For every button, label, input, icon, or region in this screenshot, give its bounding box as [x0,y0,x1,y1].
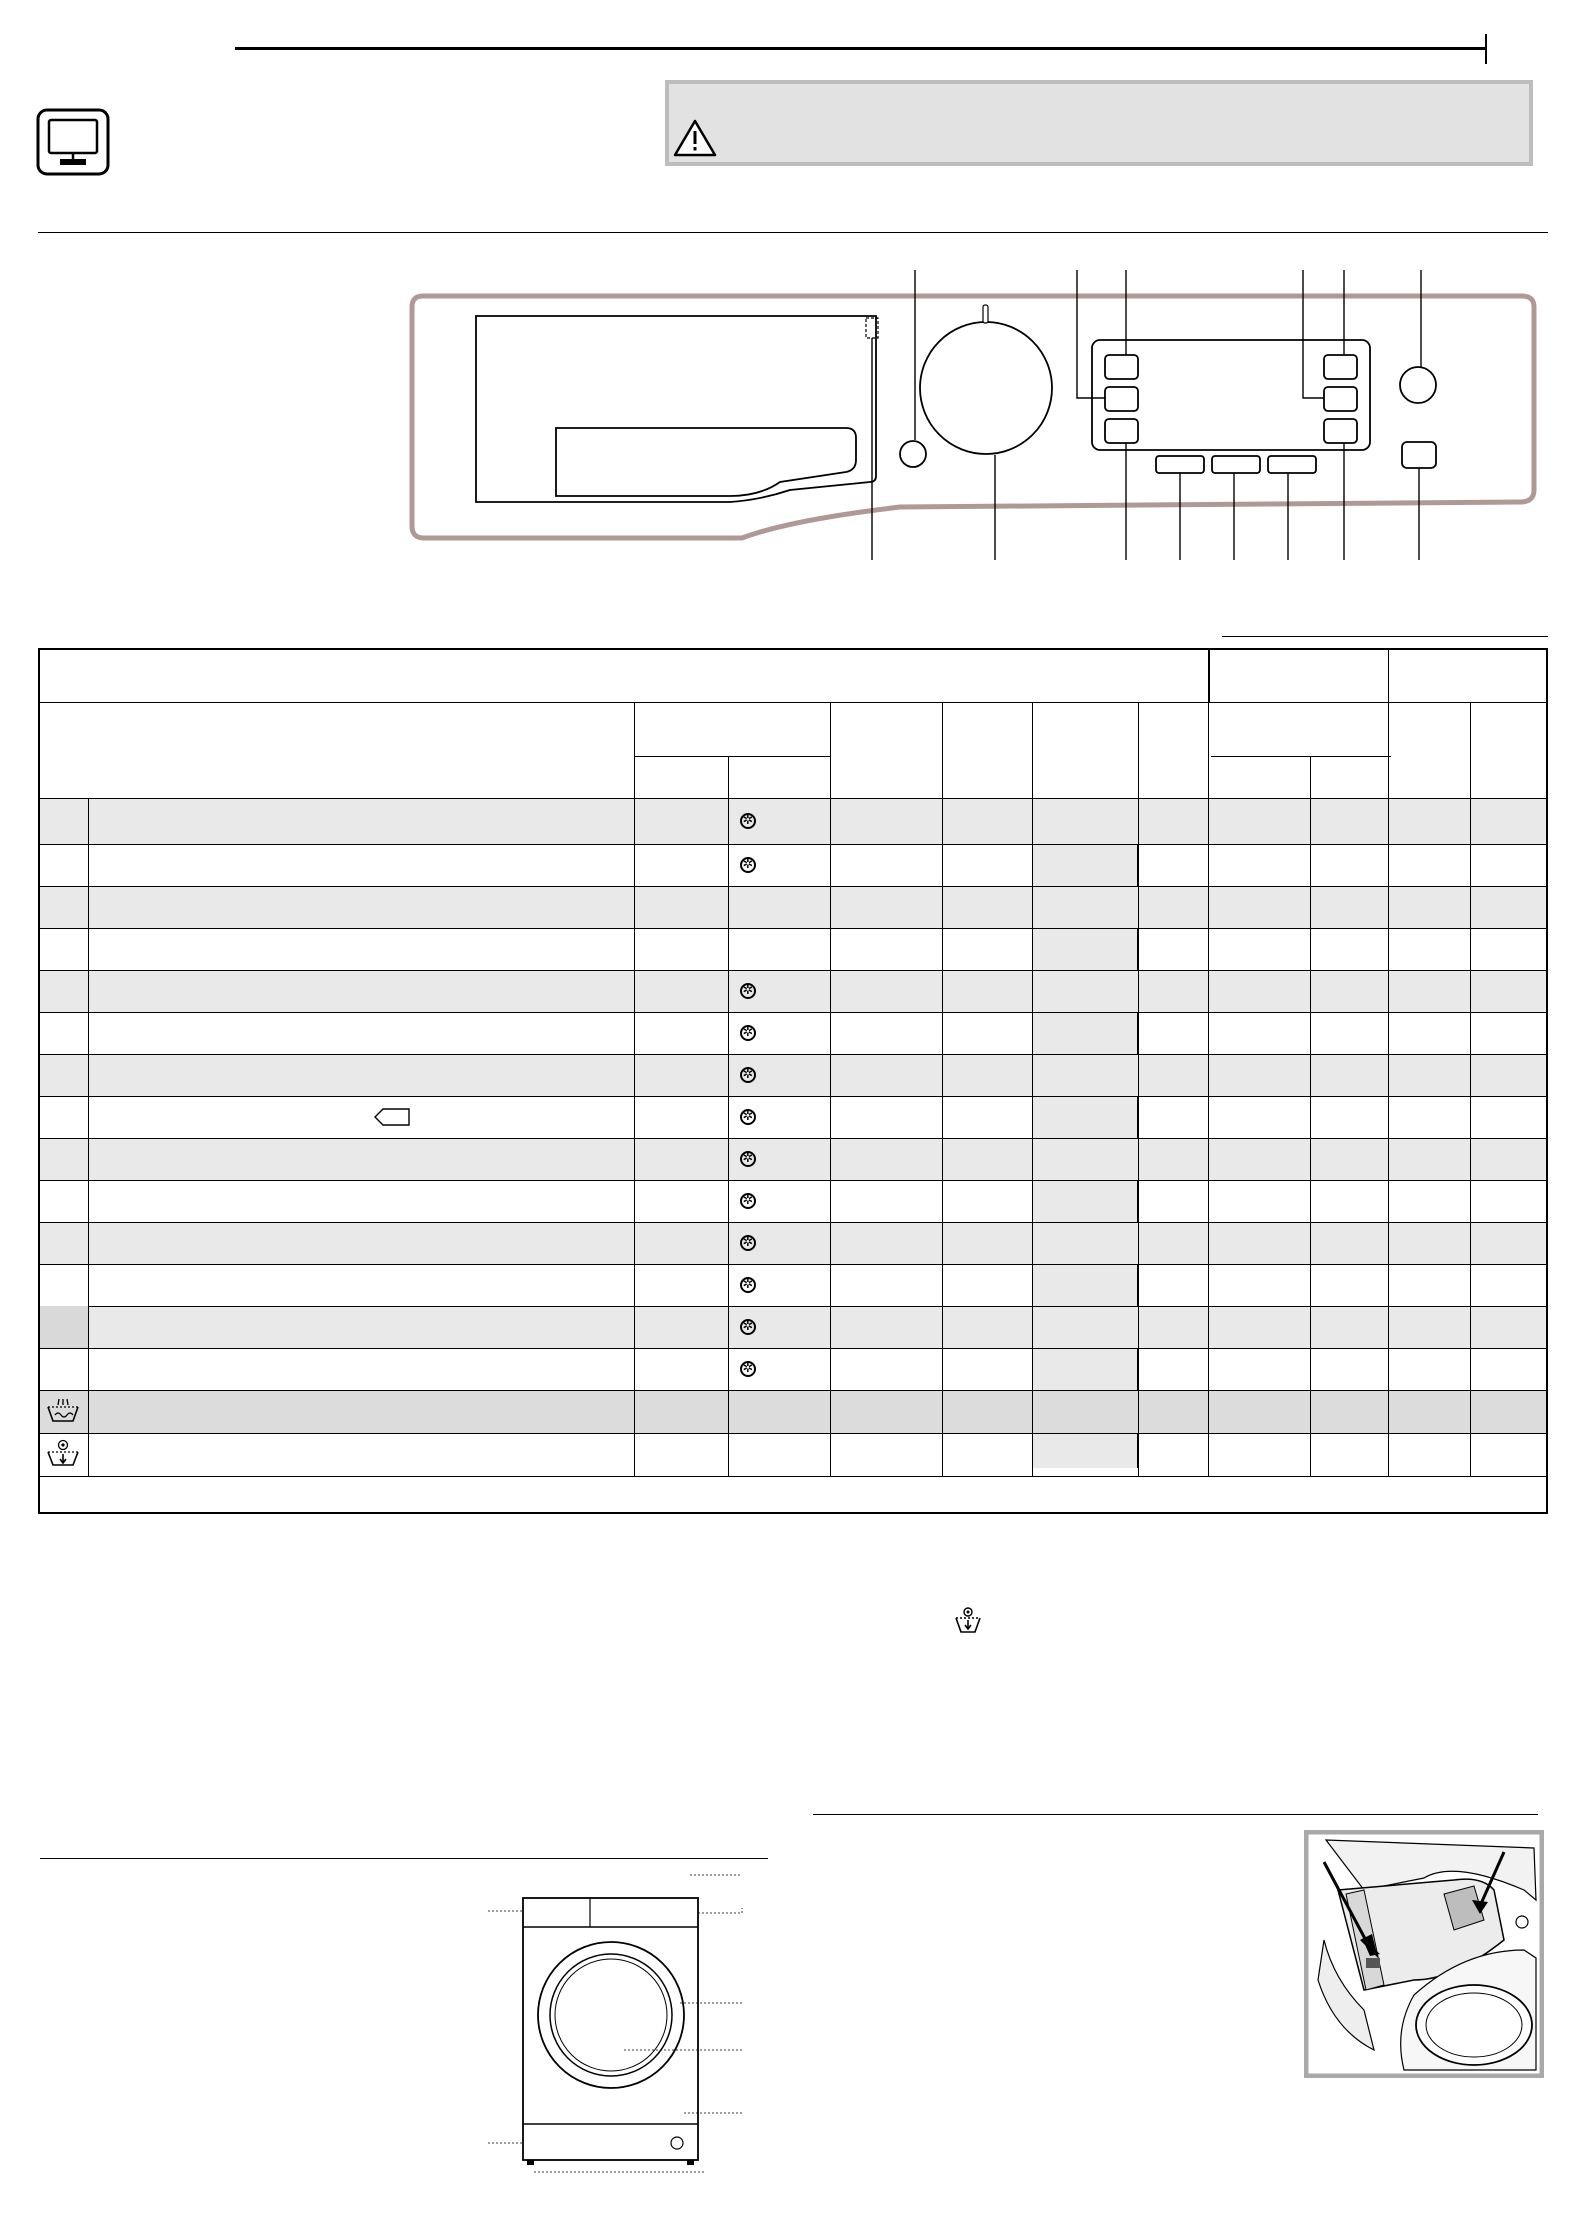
detergent-drawer-photo [1304,1830,1544,2078]
table-row [40,798,1546,844]
table-column-divider [1032,702,1033,1476]
snowflake-icon: ✲ [740,1067,756,1083]
spin-drain-tub-icon [953,1606,983,1636]
table-column-divider [1388,702,1389,1476]
table-row [40,1180,1546,1222]
table-column-divider [1208,702,1209,1476]
washing-machine-diagram [480,1866,750,2176]
table-row [40,1054,1546,1096]
label-tag-icon [374,1108,410,1126]
table-body-top-rule [40,798,1546,799]
snowflake-icon: ✲ [740,1361,756,1377]
snowflake-icon: ✲ [740,857,756,873]
control-panel-diagram [400,265,1550,565]
table-title-rule [1222,636,1548,637]
program-table [38,648,1548,1514]
spin-drain-tub-icon [46,1439,80,1469]
table-row [40,1096,1546,1138]
snowflake-icon: ✲ [740,1235,756,1251]
table-header-rule [40,702,1546,703]
table-column-divider [942,702,943,1476]
warning-triangle-icon [673,118,717,158]
table-column-divider [1470,702,1471,1476]
table-column-divider [728,756,729,1476]
table-row [40,886,1546,928]
rinse-tub-icon [46,1397,80,1425]
table-row [40,1222,1546,1264]
table-header-divider [1388,650,1389,702]
snowflake-icon: ✲ [740,813,756,829]
monitor-icon [36,108,110,176]
snowflake-icon: ✲ [740,1193,756,1209]
section-rule-left [40,1858,768,1859]
table-row [40,1348,1546,1390]
table-row [40,1390,1546,1433]
section-rule-right [813,1814,1538,1815]
top-rule-tick [1485,34,1487,64]
snowflake-icon: ✲ [740,1277,756,1293]
table-row [40,844,1546,886]
table-row [40,1264,1546,1306]
table-row-index-cell [40,1306,88,1348]
snowflake-icon: ✲ [740,1319,756,1335]
snowflake-icon: ✲ [740,983,756,999]
table-header-subrule [634,756,830,757]
table-footer-rule [40,1476,1546,1477]
table-row [40,1433,1546,1476]
table-row [40,970,1546,1012]
table-row [40,1138,1546,1180]
table-column-divider [88,798,89,1476]
snowflake-icon: ✲ [740,1151,756,1167]
table-column-divider [1138,702,1139,1476]
table-row [40,1306,1546,1348]
table-header-subrule [1211,756,1391,757]
table-column-divider [830,702,831,1476]
warning-box [665,80,1533,166]
table-column-divider [1310,756,1311,1476]
table-column-divider [634,702,635,1476]
top-rule [235,47,1487,50]
table-row [40,928,1546,970]
snowflake-icon: ✲ [740,1025,756,1041]
section-rule-1 [38,232,1548,233]
snowflake-icon: ✲ [740,1109,756,1125]
table-row [40,1012,1546,1054]
table-header-divider [1208,650,1210,702]
